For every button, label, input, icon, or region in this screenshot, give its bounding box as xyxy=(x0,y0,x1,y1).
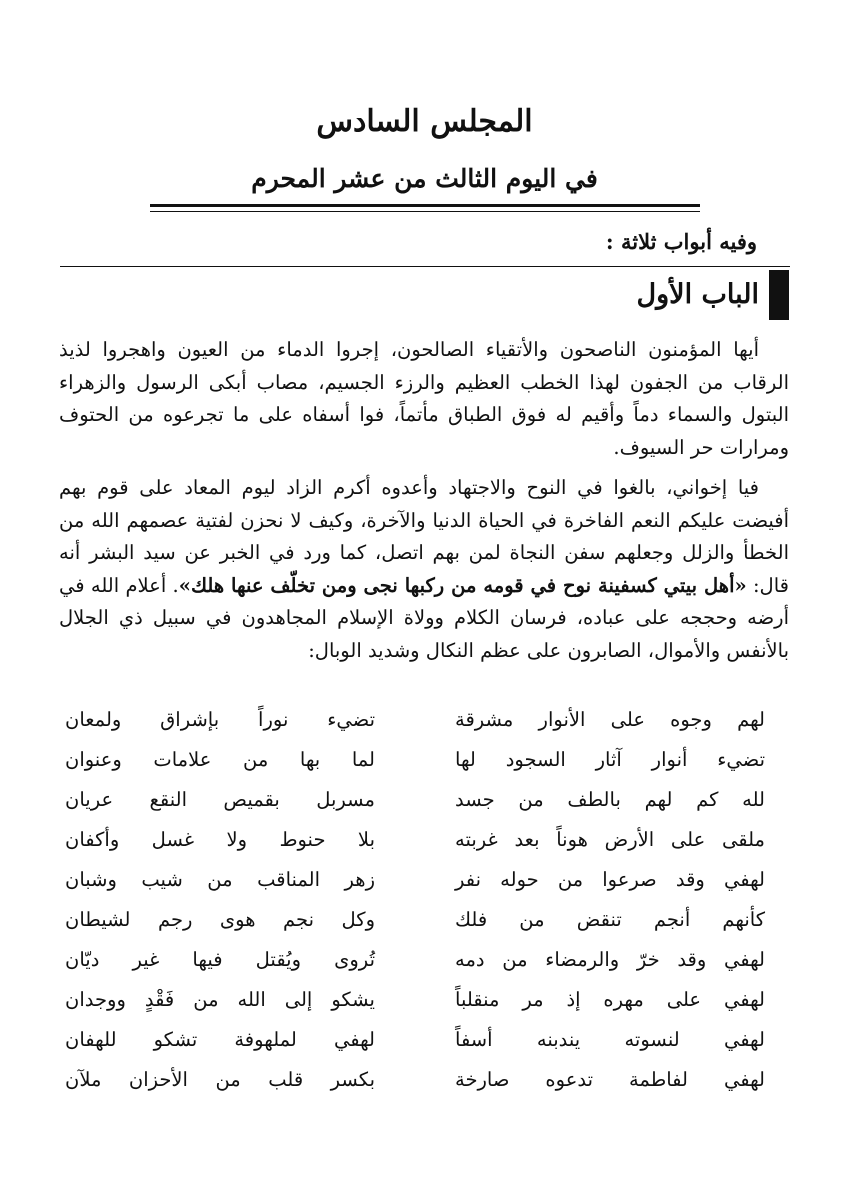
poem-verse xyxy=(65,1020,765,1060)
poem-verse xyxy=(65,1060,765,1100)
poem-verse xyxy=(65,740,765,780)
paragraph xyxy=(59,334,789,464)
page-title: المجلس السادس xyxy=(316,104,533,139)
verse-second-hemistich: يشكو إلى الله من فَقْدٍ ووجدان xyxy=(65,988,375,1011)
section-title: الباب الأول xyxy=(636,279,759,310)
poem-verse xyxy=(65,700,765,740)
poem-verse xyxy=(65,980,765,1020)
poem-verse xyxy=(65,900,765,940)
poem-verse xyxy=(65,940,765,980)
section-heading xyxy=(637,270,789,320)
verse-first-hemistich: لله كم لهم بالطف من جسد xyxy=(455,788,765,811)
verse-first-hemistich: لهفي لفاطمة تدعوه صارخة xyxy=(455,1068,765,1091)
poem xyxy=(65,700,765,1100)
verse-first-hemistich: لهم وجوه على الأنوار مشرقة xyxy=(455,708,765,731)
verse-first-hemistich: لهفي على مهره إذ مر منقلباً xyxy=(455,988,765,1011)
body-text xyxy=(59,334,789,675)
contents-intro: وفيه أبواب ثلاثة : xyxy=(605,229,757,254)
poem-verse xyxy=(65,780,765,820)
verse-second-hemistich: مسربل بقميص النقع عريان xyxy=(65,788,375,811)
paragraph xyxy=(59,472,789,667)
paragraph-text: فيا إخواني، بالغوا في النوح والاجتهاد وأعدوه أكرم الزاد ليوم المعاد على قوم بهم أفيضت عليكم النعم الفاخرة في الحياة الدنيا والآخرة، وكيف لا نحزن لفتية عصمهم الله من الخطأ والزلل وجعلهم سفن النجاة لمن بهم اتصل، كما ورد في الخبر عن سيد البشر أنه قال: xyxy=(59,476,789,597)
section-divider xyxy=(60,266,790,267)
verse-second-hemistich: تُروى ويُقتل فيها غير ديّان xyxy=(65,948,375,971)
verse-second-hemistich: لهفي لملهوفة تشكو للهفان xyxy=(65,1028,375,1051)
poem-verse xyxy=(65,820,765,860)
verse-second-hemistich: وكل نجم هوى رجم لشيطان xyxy=(65,908,375,931)
verse-second-hemistich: لما بها من علامات وعنوان xyxy=(65,748,375,771)
title-divider xyxy=(150,204,700,212)
section-marker-bar xyxy=(769,270,789,320)
poem-verse xyxy=(65,860,765,900)
verse-second-hemistich: بكسر قلب من الأحزان ملآن xyxy=(65,1068,375,1091)
verse-first-hemistich: كأنهم أنجم تنقض من فلك xyxy=(455,908,765,931)
hadith-quote: «أهل بيتي كسفينة نوح في قومه من ركبها نجى ومن تخلّف عنها هلك» xyxy=(178,573,747,597)
verse-first-hemistich: لهفي لنسوته يندبنه أسفاً xyxy=(455,1028,765,1051)
verse-first-hemistich: تضيء أنوار آثار السجود لها xyxy=(455,748,765,771)
verse-second-hemistich: بلا حنوط ولا غسل وأكفان xyxy=(65,828,375,851)
paragraph-text: أيها المؤمنون الناصحون والأتقياء الصالحون، إجروا الدماء من العيون واهجروا لذيذ الرقاب من الجفون لهذا الخطب العظيم والرزء الجسيم، مصاب أبكى الرسول والزهراء البتول والسماء دماً وأقيم له فوق الطباق مأتماً، فوا أسفاه على ما تجرعوه من الحتوف ومرارات حر السيوف. xyxy=(59,338,789,459)
page-subtitle: في اليوم الثالث من عشر المحرم xyxy=(251,164,598,193)
verse-second-hemistich: تضيء نوراً بإشراق ولمعان xyxy=(65,708,375,731)
verse-second-hemistich: زهر المناقب من شيب وشبان xyxy=(65,868,375,891)
verse-first-hemistich: لهفي وقد صرعوا من حوله نفر xyxy=(455,868,765,891)
verse-first-hemistich: ملقى على الأرض هوناً بعد غربته xyxy=(455,828,765,851)
verse-first-hemistich: لهفي وقد خرّ والرمضاء من دمه xyxy=(455,948,765,971)
paragraph-text: . أعلام الله في أرضه وحججه على عباده، فرسان الكلام وولاة الإسلام المجاهدون في سبيل ذي الجلال بالأنفس والأموال، الصابرون على عظم النكال وشديد الوبال: xyxy=(59,573,789,662)
